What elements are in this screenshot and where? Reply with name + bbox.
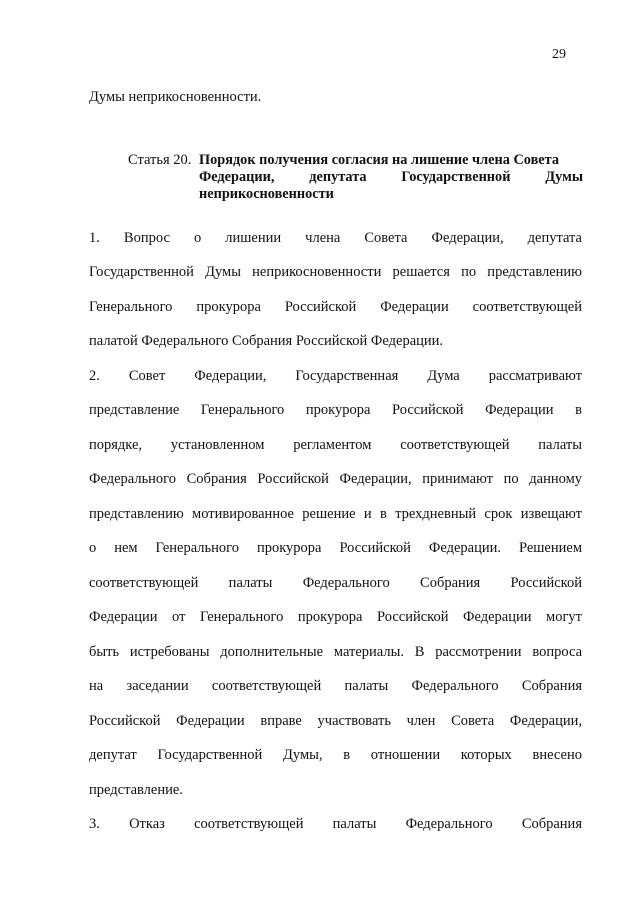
paragraph-line: о нем Генерального прокурора Российской Федерации. Решением — [89, 540, 582, 556]
paragraph-line: Федерального Собрания Российской Федерации, принимают по данному — [89, 471, 582, 487]
paragraph-line: представление. — [89, 782, 183, 798]
paragraph-line: 3. Отказ соответствующей палаты Федерального Собрания — [89, 816, 582, 832]
paragraph-line: Федерации от Генерального прокурора Российской Федерации могут — [89, 609, 582, 625]
paragraph-line: представлению мотивированное решение и в трехдневный срок извещают — [89, 506, 582, 522]
paragraph-line: Генерального прокурора Российской Федерации соответствующей — [89, 299, 582, 315]
paragraph-line: 2. Совет Федерации, Государственная Дума рассматривают — [89, 368, 582, 384]
paragraph-line: быть истребованы дополнительные материалы. В рассмотрении вопроса — [89, 644, 582, 660]
page-number: 29 — [552, 47, 566, 62]
article-heading-line: Федерации, депутата Государственной Думы — [199, 169, 583, 185]
paragraph-line: Российской Федерации вправе участвовать член Совета Федерации, — [89, 713, 582, 729]
paragraph-line: представление Генерального прокурора Российской Федерации в — [89, 402, 582, 418]
article-heading-line: неприкосновенности — [199, 186, 334, 202]
article-heading-line: Порядок получения согласия на лишение члена Совета — [199, 152, 559, 168]
paragraph-line: порядке, установленном регламентом соответствующей палаты — [89, 437, 582, 453]
paragraph-line: на заседании соответствующей палаты Федерального Собрания — [89, 678, 582, 694]
paragraph-line: депутат Государственной Думы, в отношении которых внесено — [89, 747, 582, 763]
article-label: Статья 20. — [128, 152, 192, 168]
paragraph-line: соответствующей палаты Федерального Собрания Российской — [89, 575, 582, 591]
text-line: Думы неприкосновенности. — [89, 89, 262, 105]
paragraph-line: Государственной Думы неприкосновенности решается по представлению — [89, 264, 582, 280]
paragraph-line: 1. Вопрос о лишении члена Совета Федерации, депутата — [89, 230, 582, 246]
paragraph-line: палатой Федерального Собрания Российской Федерации. — [89, 333, 444, 349]
